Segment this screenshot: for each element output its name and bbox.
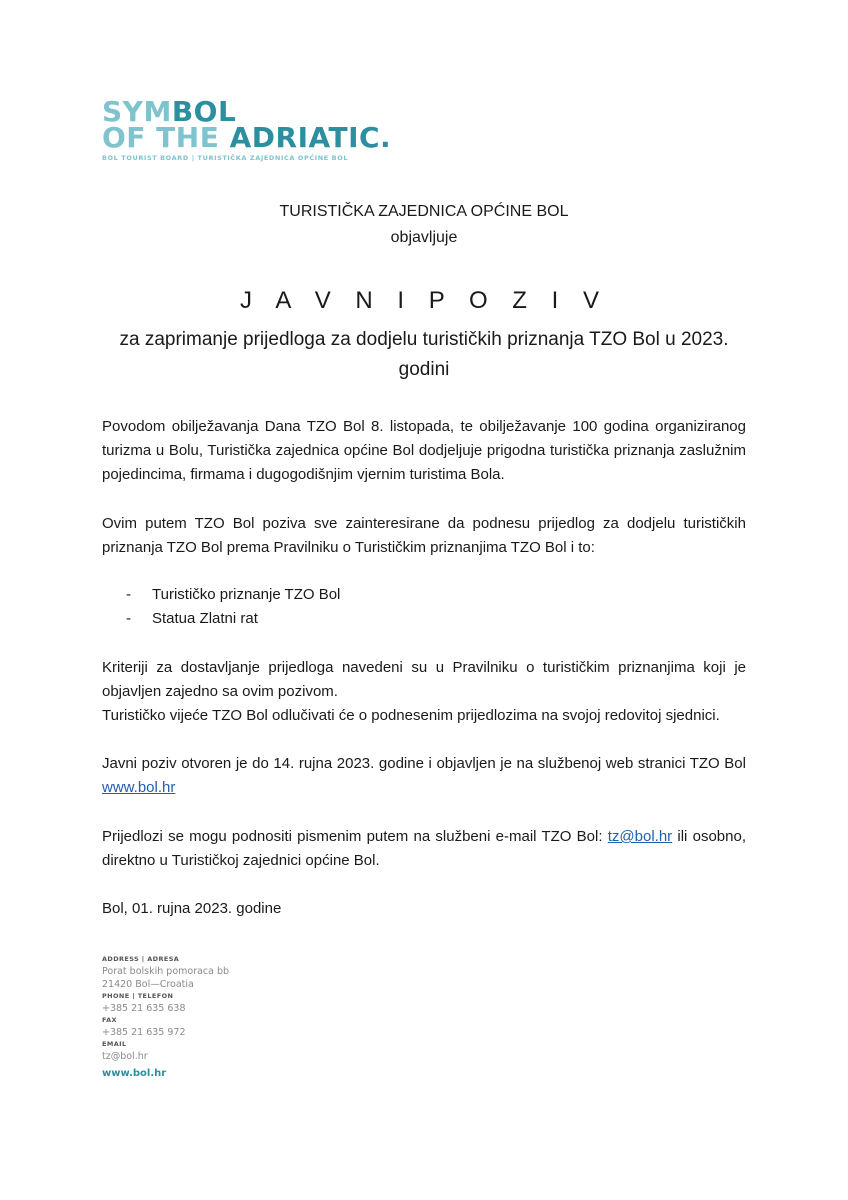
list-dash: - xyxy=(126,586,131,603)
organization-name: TURISTIČKA ZAJEDNICA OPĆINE BOL xyxy=(279,203,569,220)
council-text: Turističko vijeće TZO Bol odlučivati će o podnesenim prijedlozima na svojoj redovitoj sjednici. xyxy=(102,707,720,724)
list-item xyxy=(102,583,702,607)
fax-value: +385 21 635 972 xyxy=(102,1027,186,1038)
list-item-text: Turističko priznanje TZO Bol xyxy=(152,586,341,603)
logo-line-1-prefix: SYM xyxy=(102,95,172,128)
date-line: Bol, 01. rujna 2023. godine xyxy=(102,900,282,917)
phone-label: PHONE | TELEFON xyxy=(102,992,174,1000)
list-dash: - xyxy=(126,610,131,627)
deadline-text: Javni poziv otvoren je do 14. rujna 2023. godine i objavljen je na službenoj web stranici TZO Bol xyxy=(102,755,746,772)
address-line-1: Porat bolskih pomoraca bb xyxy=(102,966,230,977)
email-label: EMAIL xyxy=(102,1040,127,1048)
address-label: ADDRESS | ADRESA xyxy=(102,955,180,963)
logo-line-2 xyxy=(102,121,402,154)
submission-rest: ili osobno, direktno u Turističkoj zajednici općine Bol. xyxy=(102,828,746,869)
footer-website: www.bol.hr xyxy=(102,1068,167,1079)
publishes-label: objavljuje xyxy=(390,229,458,246)
paragraph-intro: Povodom obilježavanja Dana TZO Bol 8. listopada, te obilježavanje 100 godina organiziranog turizma u Bolu, Turistička zajednica općine Bol dodjeljuje prigodna turistička priznanja zaslužnim pojedincima, firmama i dugogodišnjim vjernim turistima Bola. xyxy=(102,418,746,483)
email-link[interactable]: tz@bol.hr xyxy=(607,828,673,845)
paragraph-deadline xyxy=(102,752,746,800)
award-list xyxy=(102,583,702,631)
logo-line-2-prefix: OF THE xyxy=(102,121,230,154)
email-value: tz@bol.hr xyxy=(102,1051,148,1062)
submission-text: Prijedlozi se mogu podnositi pismenim putem na službeni e-mail TZO Bol: xyxy=(102,828,608,845)
list-item xyxy=(102,607,702,631)
paragraph-submission xyxy=(102,825,746,873)
bol-logo xyxy=(102,95,402,162)
logo-tagline: BOL TOURIST BOARD | TURISTIČKA ZAJEDNICA OPĆINE BOL xyxy=(102,154,349,162)
address-line-2: 21420 Bol—Croatia xyxy=(102,979,194,990)
contact-footer xyxy=(102,954,322,1082)
document-title: J A V N I P O Z I V xyxy=(240,287,608,314)
document-subtitle: za zaprimanje prijedloga za dodjelu turističkih priznanja TZO Bol u 2023. godini xyxy=(119,329,729,380)
fax-label: FAX xyxy=(102,1016,117,1024)
paragraph-criteria xyxy=(102,656,746,728)
list-item-text: Statua Zlatni rat xyxy=(152,610,258,627)
paragraph-invitation: Ovim putem TZO Bol poziva sve zainteresirane da podnesu prijedlog za dodjelu turističkih priznanja TZO Bol prema Pravilniku o Turističkim priznanjima TZO Bol i to: xyxy=(102,515,746,556)
phone-value: +385 21 635 638 xyxy=(102,1003,186,1014)
logo-line-2-highlight: ADRIATIC. xyxy=(229,121,392,154)
website-link[interactable]: www.bol.hr xyxy=(102,779,176,796)
criteria-text: Kriteriji za dostavljanje prijedloga navedeni su u Pravilniku o turističkim priznanjima koji je objavljen zajedno sa ovim pozivom. xyxy=(102,659,746,700)
logo-line-1-highlight: BOL xyxy=(171,95,237,128)
